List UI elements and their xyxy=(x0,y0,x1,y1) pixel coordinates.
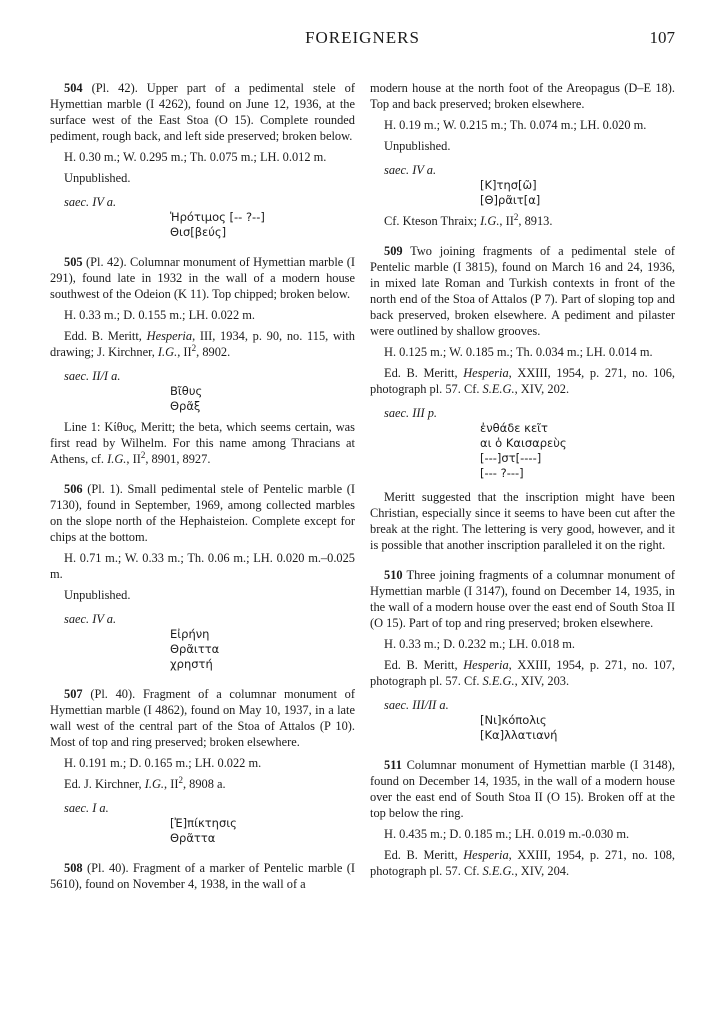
dimensions: H. 0.435 m.; D. 0.185 m.; LH. 0.019 m.-0.030 m. xyxy=(384,827,630,841)
dimensions: H. 0.191 m.; D. 0.165 m.; LH. 0.022 m. xyxy=(64,756,262,770)
entry-508 xyxy=(50,860,355,892)
date-line: saec. IV a. xyxy=(384,163,437,177)
inscription-line: Θρᾶττα xyxy=(170,831,216,845)
inscription-line: Θισ[βεύς] xyxy=(170,225,227,239)
page-header xyxy=(50,28,675,58)
inscription-text xyxy=(50,384,355,414)
editions: Ed. B. Meritt, Hesperia, XXIII, 1954, p. 271, no. 108, photograph pl. 57. Cf. S.E.G., XIV, 204. xyxy=(370,848,675,878)
catalog-number: 509 xyxy=(384,244,403,258)
catalog-number: 507 xyxy=(64,687,83,701)
inscription-line: [Νι]κόπολις xyxy=(480,713,547,727)
dimensions: H. 0.33 m.; D. 0.232 m.; LH. 0.018 m. xyxy=(384,637,576,651)
date-line: saec. I a. xyxy=(64,801,109,815)
inscription-text xyxy=(50,210,355,240)
inscription-line: [--- ?---] xyxy=(480,466,524,480)
inscription-line: Θρᾶιττα xyxy=(170,642,220,656)
commentary: Line 1: Κίθυς, Meritt; the beta, which seems certain, was first read by Wilhelm. For this name among Thracians at Athens, cf. I.G., $II^2$, 8901, 8927. xyxy=(50,420,355,466)
entry-509 xyxy=(370,243,675,553)
inscription-line: [---]στ[----] xyxy=(480,451,542,465)
left-column xyxy=(50,80,355,892)
entry-511 xyxy=(370,757,675,879)
entry-506 xyxy=(50,481,355,672)
page-number: 107 xyxy=(649,28,675,47)
publication-status: Unpublished. xyxy=(64,171,131,185)
entry-505 xyxy=(50,254,355,467)
inscription-text xyxy=(50,816,355,846)
entry-508-continued xyxy=(370,80,675,229)
commentary: Cf. Kteson Thraix; I.G., $II^2$, 8913. xyxy=(384,211,553,228)
catalog-number: 506 xyxy=(64,482,83,496)
catalog-number: 505 xyxy=(64,255,83,269)
editions: Edd. B. Meritt, Hesperia, III, 1934, p. 90, no. 115, with drawing; J. Kirchner, I.G., $II^2$, 8902. xyxy=(50,329,355,359)
inscription-line: Θρᾶξ xyxy=(170,399,201,413)
inscription-line: [Κ]τησ[ῶ] xyxy=(480,178,537,192)
inscription-line: Βῖθυς xyxy=(170,384,203,398)
entry-description: 510 Three joining fragments of a columnar monument of Hymettian marble (I 3147), found on December 14, 1935, in the wall of a modern house over the east end of South Stoa II (O 15). Part of top and ring preserved; broken elsewhere. xyxy=(370,568,675,630)
publication-status: Unpublished. xyxy=(384,139,451,153)
dimensions: H. 0.71 m.; W. 0.33 m.; Th. 0.06 m.; LH. 0.020 m.–0.025 m. xyxy=(50,551,355,581)
dimensions: H. 0.30 m.; W. 0.295 m.; Th. 0.075 m.; LH. 0.012 m. xyxy=(64,150,327,164)
dimensions: H. 0.19 m.; W. 0.215 m.; Th. 0.074 m.; LH. 0.020 m. xyxy=(384,118,647,132)
date-line: saec. III p. xyxy=(384,406,437,420)
entry-description: 508 (Pl. 40). Fragment of a marker of Pentelic marble (I 5610), found on November 4, 1938, in the wall of a xyxy=(50,861,355,891)
editions: Ed. B. Meritt, Hesperia, XXIII, 1954, p. 271, no. 106, photograph pl. 57. Cf. S.E.G., XIV, 202. xyxy=(370,366,675,396)
inscription-line: ἐνθάδε κεῖτ xyxy=(480,421,548,435)
inscription-text xyxy=(370,421,675,481)
entry-description: 504 (Pl. 42). Upper part of a pedimental stele of Hymettian marble (I 4262), found on June 12, 1936, at the surface west of the East Stoa (O 15). Complete rounded pediment, rough back, and left side preserved; broken below. xyxy=(50,81,355,143)
entry-description: modern house at the north foot of the Areopagus (D–E 18). Top and back preserved; broken elsewhere. xyxy=(370,81,675,111)
date-line: saec. II/I a. xyxy=(64,369,121,383)
inscription-line: [Ἐ]πίκτησις xyxy=(170,816,237,830)
inscription-line: [Κα]λλατιανή xyxy=(480,728,558,742)
entry-510 xyxy=(370,567,675,743)
entry-description: 506 (Pl. 1). Small pedimental stele of Pentelic marble (I 7130), found in September, 1969, among collected marbles on the slope north of the Hephaisteion. Complete except for chips at the bottom. xyxy=(50,482,355,544)
catalog-number: 508 xyxy=(64,861,83,875)
publication-status: Unpublished. xyxy=(64,588,131,602)
entry-description: 505 (Pl. 42). Columnar monument of Hymettian marble (I 291), found late in 1932 in the wall of a modern house southwest of the Odeion (K 11). Top chipped; broken below. xyxy=(50,255,355,301)
inscription-line: Εἰρήνη xyxy=(170,627,210,641)
catalog-number: 510 xyxy=(384,568,403,582)
dimensions: H. 0.125 m.; W. 0.185 m.; Th. 0.034 m.; LH. 0.014 m. xyxy=(384,345,653,359)
right-column xyxy=(370,80,675,879)
entry-description: 511 Columnar monument of Hymettian marble (I 3148), found on December 14, 1935, in the wall of a modern house over the east end of South Stoa II (O 15). Broken off at the top below the ring. xyxy=(370,758,675,820)
date-line: saec. IV a. xyxy=(64,612,117,626)
inscription-line: αι ὁ Καισαρεὺς xyxy=(480,436,567,450)
catalog-number: 511 xyxy=(384,758,402,772)
inscription-text xyxy=(50,627,355,672)
date-line: saec. IV a. xyxy=(64,195,117,209)
entry-description: 507 (Pl. 40). Fragment of a columnar monument of Hymettian marble (I 4862), found on May 10, 1937, in a late wall west of the central part of the Stoa of Attalos (P 10). Most of top and ring preserved; broken elsewhere. xyxy=(50,687,355,749)
editions: Ed. J. Kirchner, I.G., $II^2$, 8908 a. xyxy=(64,774,226,791)
date-line: saec. III/II a. xyxy=(384,698,449,712)
entry-description: 509 Two joining fragments of a pedimental stele of Pentelic marble (I 3815), found on March 16 and 24, 1936, in mixed late Roman and Turkish contexts in front of the north end of the Stoa of Attalos (P 7). Part of sloping top and back preserved, broken elsewhere. A pediment and pilaster were outlined by shallow grooves. xyxy=(370,244,675,338)
inscription-line: [Θ]ρᾶιτ[α] xyxy=(480,193,541,207)
editions: Ed. B. Meritt, Hesperia, XXIII, 1954, p. 271, no. 107, photograph pl. 57. Cf. S.E.G., XIV, 203. xyxy=(370,658,675,688)
running-title: FOREIGNERS xyxy=(305,28,420,47)
inscription-line: Ἡρότιμος [-- ?--] xyxy=(170,210,265,224)
inscription-text xyxy=(370,713,675,743)
catalog-number: 504 xyxy=(64,81,83,95)
dimensions: H. 0.33 m.; D. 0.155 m.; LH. 0.022 m. xyxy=(64,308,256,322)
commentary: Meritt suggested that the inscription might have been Christian, especially since it seems to have been cut after the break at the right. The lettering is very good, however, and it is possible that another inscription paralleled it on the right. xyxy=(370,490,675,552)
entry-507 xyxy=(50,686,355,846)
entry-504 xyxy=(50,80,355,240)
inscription-text xyxy=(370,178,675,208)
inscription-line: χρηστή xyxy=(170,657,213,671)
